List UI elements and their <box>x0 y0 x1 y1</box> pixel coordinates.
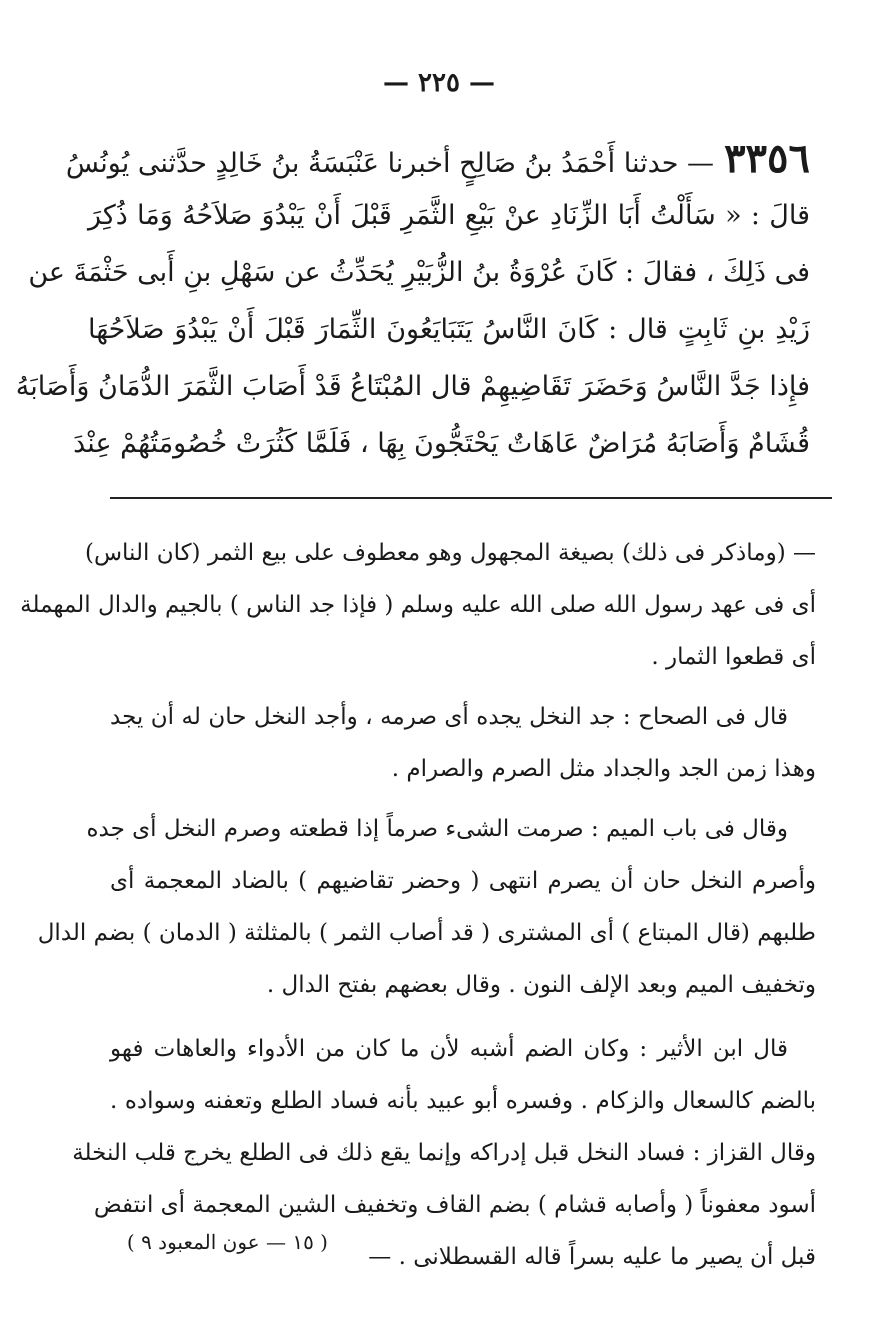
hadith-text <box>15 130 810 472</box>
note-line: وهذا زمن الجد والجداد مثل الصرم والصرام . <box>391 756 816 782</box>
hadith-line: فإِذا جَدَّ النَّاسُ وَحَضَرَ تَقَاضِيهِمْ قال المُبْتَاعُ قَدْ أَصَابَ الثَّمَرَ الدُّمَانُ وَأَصَابَهُ <box>15 371 810 402</box>
note-line: طلبهم (قال المبتاع ) أى المشترى ( قد أصاب الثمر ) بالمثلثة ( الدمان ) بضم الدال <box>37 920 816 946</box>
paragraph-gap <box>110 683 816 691</box>
note-line: قال ابن الأثير : وكان الضم أشبه لأن ما كان من الأدواء والعاهات فهو <box>110 1036 788 1062</box>
page-number: — ٢٢٥ — <box>382 68 496 98</box>
note-line: وتخفيف الميم وبعد الإلف النون . وقال بعضهم بفتح الدال . <box>266 972 816 998</box>
note-line: وأصرم النخل حان أن يصرم انتهى ( وحضر تقاضيهم ) بالضاد المعجمة أى <box>110 868 816 894</box>
footnote-divider <box>110 497 832 499</box>
note-line: أى قطعوا الثمار . <box>651 644 816 670</box>
hadith-number: ٣٣٥٦ <box>724 135 810 182</box>
hadith-line: قالَ : « سَأَلْتُ أَبَا الزِّنَادِ عنْ بَيْعِ الثَّمَرِ قَبْلَ أَنْ يَبْدُوَ صَلاَحُهُ وَمَا ذُكِرَ <box>88 200 810 231</box>
note-line: — (وماذكر فى ذلك) بصيغة المجهول وهو معطوف على بيع الثمر (كان الناس) <box>84 540 816 566</box>
hadith-line: زَيْدِ بنِ ثَابِتٍ قال : كَانَ النَّاسُ يَتَبَايَعُونَ الثِّمَارَ قَبْلَ أَنْ يَبْدُوَ صَلاَحُهَا <box>88 314 810 345</box>
note-line: أسود معفوناً ( وأصابه قشام ) بضم القاف وتخفيف الشين المعجمة أى انتفض <box>93 1192 816 1218</box>
paragraph-gap <box>110 1011 816 1023</box>
page-signature: ( ١٥ — عون المعبود ٩ ) <box>126 1230 328 1254</box>
hadith-line: فى ذَلِكَ ، فقالَ : كَانَ عُرْوَةُ بنُ الزُّبَيْرِ يُحَدِّثُ عن سَهْلِ بنِ أَبى حَثْمَةَ عن <box>28 257 810 288</box>
hadith-line <box>65 130 810 187</box>
note-line: أى فى عهد رسول الله صلى الله عليه وسلم ( فإذا جد الناس ) بالجيم والدال المهملة <box>20 592 816 618</box>
note-line: قال فى الصحاح : جد النخل يجده أى صرمه ، وأجد النخل حان له أن يجد <box>110 704 788 730</box>
note-line: وقال فى باب الميم : صرمت الشىء صرماً إذا قطعته وصرم النخل أى جده <box>86 816 788 842</box>
paragraph-gap <box>110 795 816 803</box>
note-line: وقال القزاز : فساد النخل قبل إدراكه وإنما يقع ذلك فى الطلع يخرج قلب النخلة <box>72 1140 816 1166</box>
commentary-notes <box>20 527 816 1283</box>
note-line: قبل أن يصير ما عليه بسراً قاله القسطلانى . — <box>368 1244 816 1270</box>
hadith-line-text: — حدثنا أَحْمَدُ بنُ صَالِحٍ أخبرنا عَنْبَسَةُ بنُ خَالِدٍ حدَّثنى يُونُسُ <box>65 148 715 179</box>
note-line: بالضم كالسعال والزكام . وفسره أبو عبيد بأنه فساد الطلع وتعفنه وسواده . <box>110 1088 816 1114</box>
hadith-line: قُشَامٌ وَأَصَابَهُ مُرَاضٌ عَاهَاتٌ يَحْتَجُّونَ بِهَا ، فَلَمَّا كَثُرَتْ خُصُومَتُهُمْ عِنْدَ <box>73 428 810 459</box>
